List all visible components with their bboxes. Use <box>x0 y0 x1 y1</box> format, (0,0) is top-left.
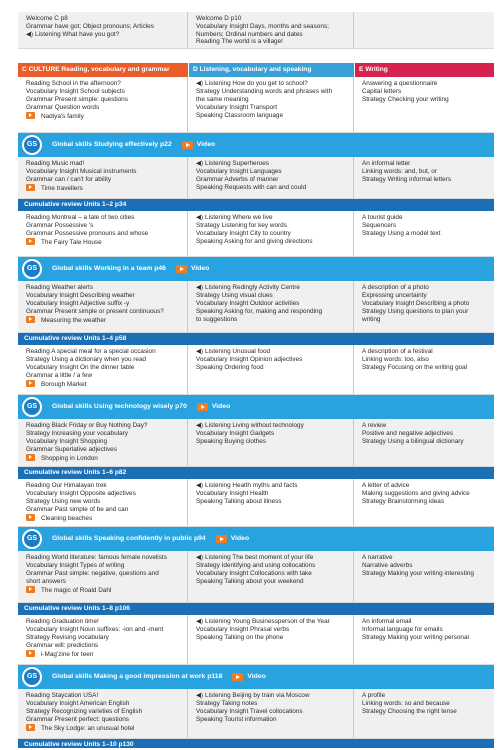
writing-title: An informal email <box>362 618 412 626</box>
spacer <box>18 49 494 63</box>
speaker-icon: ◀) <box>196 692 204 700</box>
contents-line: Vocabulary Insight Health <box>196 490 269 498</box>
culture-cell <box>18 157 188 198</box>
speaker-icon: ◀) <box>196 160 204 168</box>
global-skills-logo-icon: GS <box>22 529 42 549</box>
video-text: Video <box>230 535 250 543</box>
unit-row <box>18 281 494 333</box>
contents-line: Speaking Requests with can and could <box>196 183 307 191</box>
contents-line: Narrative adverbs <box>362 562 413 570</box>
contents-line: Grammar Past simple: negative, questions and <box>26 569 159 577</box>
contents-line: Reading Graduation time! <box>26 618 99 626</box>
listening-item: ◀) Listening Unusual food <box>196 348 271 356</box>
contents-line: Expressing uncertainty <box>362 292 427 300</box>
contents-line: the same meaning <box>196 95 249 103</box>
video-icon <box>26 724 35 731</box>
contents-line: Reading Staycation USA! <box>26 692 99 700</box>
contents-line: Vocabulary Insight Shopping <box>26 437 108 445</box>
contents-line: Vocabulary Insight Describing a photo <box>362 299 470 307</box>
contents-line: Strategy Using a bilingual dictionary <box>362 437 464 445</box>
writing-cell <box>354 479 494 526</box>
speaker-icon: ◀) <box>196 214 204 222</box>
section-header-writing: E Writing <box>354 63 494 77</box>
contents-line: Informal language for emails <box>362 626 443 634</box>
welcome-d-title: Welcome D p10 <box>196 15 242 22</box>
contents-line: Linking words: and, but, or <box>362 168 437 176</box>
unit-row <box>18 615 494 665</box>
writing-cell <box>354 345 494 394</box>
unit-row <box>18 77 494 133</box>
contents-line: Vocabulary Insight City to country <box>196 229 291 237</box>
contents-line: Reading Music mad! <box>26 160 85 168</box>
contents-line: Making suggestions and giving advice <box>362 490 470 498</box>
contents-page <box>18 12 494 748</box>
writing-title: A review <box>362 422 387 430</box>
listening-cell <box>188 689 354 738</box>
contents-line: Vocabulary Insight On the dinner table <box>26 363 135 371</box>
listening-item: ◀) Listening Health myths and facts <box>196 482 298 490</box>
contents-line: Strategy Revising vocabulary <box>26 633 109 641</box>
writing-cell <box>354 281 494 332</box>
global-skills-logo-icon: GS <box>22 667 42 687</box>
video-icon <box>26 380 35 387</box>
video-label[interactable] <box>176 265 209 273</box>
culture-cell <box>18 689 188 738</box>
video-text: Video <box>190 265 210 273</box>
writing-title: A profile <box>362 692 386 700</box>
speaker-icon: ◀) <box>196 348 204 356</box>
cumulative-review-bar: Cumulative review Units 1–10 p130 <box>18 739 494 748</box>
contents-line: Speaking Asking for and giving directions <box>196 237 313 245</box>
contents-line: Vocabulary Insight Collocations with take <box>196 569 312 577</box>
listening-cell <box>188 211 354 256</box>
contents-line: Strategy Using visual clues <box>196 292 273 300</box>
speaker-icon: ◀) <box>196 482 204 490</box>
video-icon <box>216 535 227 543</box>
welcome-c-listening: ◀) Listening What have you got? <box>26 30 120 38</box>
contents-line: Vocabulary Insight Phrasal verbs <box>196 626 290 634</box>
unit-row <box>18 157 494 199</box>
contents-line: Sequencers <box>362 222 397 230</box>
cumulative-review-bar: Cumulative review Units 1–6 p82 <box>18 467 494 479</box>
listening-cell <box>188 77 354 132</box>
welcome-d-numbers: Numbers; Ordinal numbers and dates <box>196 30 303 38</box>
contents-line: Vocabulary Insight Adjective suffix -y <box>26 299 130 307</box>
welcome-d-cell <box>188 12 354 48</box>
contents-line: Strategy Using questions to plan your <box>362 307 469 315</box>
global-skills-banner <box>18 257 494 281</box>
writing-cell <box>354 419 494 466</box>
contents-line: Vocabulary Insight Gadgets <box>196 430 275 438</box>
contents-line: Strategy Using a model text <box>362 229 441 237</box>
listening-item: ◀) Listening Redingly Activity Centre <box>196 284 300 292</box>
listening-item: ◀) Listening Superheroes <box>196 160 269 168</box>
welcome-empty-cell <box>354 12 494 48</box>
cumulative-review-bar: Cumulative review Units 1–4 p58 <box>18 333 494 345</box>
writing-title: A letter of advice <box>362 482 410 490</box>
writing-cell <box>354 615 494 664</box>
culture-cell <box>18 479 188 526</box>
speaker-icon: ◀) <box>196 618 204 626</box>
listening-cell <box>188 479 354 526</box>
video-text: Video <box>247 673 266 681</box>
listening-item: ◀) Listening How do you get to school? <box>196 80 308 88</box>
cumulative-review-bar: Cumulative review Units 1–2 p34 <box>18 199 494 211</box>
cumulative-review-bar: Cumulative review Units 1–8 p106 <box>18 603 494 615</box>
contents-line: Reading School in the afternoon? <box>26 80 121 88</box>
contents-line: Grammar Possessive pronouns and whose <box>26 229 149 237</box>
writing-title: A description of a photo <box>362 284 429 292</box>
welcome-c-grammar: Grammar have got; Object pronouns; Articles <box>26 22 154 30</box>
writing-title: A description of a festival <box>362 348 433 356</box>
welcome-c-cell <box>18 12 188 48</box>
culture-video-item: Measuring the weather <box>26 316 183 325</box>
contents-line: Strategy Focusing on the writing goal <box>362 363 468 371</box>
video-text: Video <box>196 141 216 149</box>
speaker-icon: ◀) <box>196 284 204 292</box>
contents-line: Strategy Using new words <box>26 497 101 505</box>
contents-line: Vocabulary Insight Noun suffixes: -ion and -ment <box>26 626 164 634</box>
listening-cell <box>188 281 354 332</box>
contents-line: Speaking Talking on the phone <box>196 633 284 641</box>
listening-item: ◀) Listening Where we live <box>196 214 273 222</box>
contents-line: Grammar Adverbs of manner <box>196 175 279 183</box>
contents-line: to suggestions <box>196 315 238 323</box>
contents-line: Vocabulary Insight Types of writing <box>26 562 125 570</box>
culture-video-item: Time travellers <box>26 184 183 193</box>
culture-video-item: Nadiya's family <box>26 112 183 121</box>
welcome-c-title: Welcome C p8 <box>26 15 68 22</box>
speaker-icon: ◀) <box>196 80 204 88</box>
contents-line: Grammar Present perfect: questions <box>26 715 130 723</box>
contents-line: Vocabulary Insight Opposite adjectives <box>26 490 136 498</box>
contents-line: Vocabulary Insight Travel collocations <box>196 707 303 715</box>
video-icon <box>232 673 243 681</box>
writing-cell <box>354 211 494 256</box>
contents-line: Grammar will: predictions <box>26 641 99 649</box>
contents-line: Grammar Possessive 's <box>26 222 94 230</box>
culture-cell <box>18 551 188 602</box>
contents-line: Speaking Buying clothes <box>196 437 266 445</box>
speaker-icon: ◀) <box>196 554 204 562</box>
writing-cell <box>354 689 494 738</box>
culture-video-item: The Sky Lodge: an unusual hotel <box>26 724 183 733</box>
video-icon <box>26 650 35 657</box>
contents-line: Linking words: so and because <box>362 700 450 708</box>
writing-cell <box>354 77 494 132</box>
contents-line: Reading A special meal for a special occasion <box>26 348 156 356</box>
listening-cell <box>188 419 354 466</box>
contents-line: Speaking Talking about illness <box>196 497 282 505</box>
speaker-icon: ◀) <box>196 422 204 430</box>
speaker-icon: ◀) <box>26 30 34 38</box>
listening-cell <box>188 345 354 394</box>
unit-row <box>18 419 494 467</box>
contents-line: writing <box>362 315 381 323</box>
contents-line: Speaking Ordering food <box>196 363 264 371</box>
contents-line: Strategy Writing informal letters <box>362 175 452 183</box>
contents-rows <box>18 77 494 748</box>
contents-line: Reading Black Friday or Buy Nothing Day? <box>26 422 148 430</box>
contents-line: Strategy Recognizing varieties of English <box>26 707 143 715</box>
contents-line: Reading Our Himalayan trek <box>26 482 107 490</box>
contents-line: Speaking Classroom language <box>196 111 284 119</box>
contents-line: Strategy Checking your writing <box>362 95 449 103</box>
contents-line: Strategy Choosing the right tense <box>362 707 457 715</box>
contents-line: Linking words: too, also <box>362 356 429 364</box>
culture-cell <box>18 419 188 466</box>
contents-line: Strategy Making your writing interesting <box>362 569 474 577</box>
video-label[interactable] <box>232 673 265 681</box>
global-skills-logo-icon: GS <box>22 397 42 417</box>
unit-row <box>18 551 494 603</box>
unit-row <box>18 345 494 395</box>
writing-cell <box>354 157 494 198</box>
contents-line: Speaking Tourist information <box>196 715 277 723</box>
contents-line: Strategy Brainstorming ideas <box>362 497 445 505</box>
global-skills-logo-icon: GS <box>22 135 42 155</box>
unit-row <box>18 689 494 739</box>
section-header-row <box>18 63 494 77</box>
section-header-listening: D Listening, vocabulary and speaking <box>188 63 354 77</box>
video-icon <box>26 586 35 593</box>
global-skills-banner <box>18 665 494 689</box>
contents-line: Reading Weather alerts <box>26 284 94 292</box>
global-skills-title: Global skills Making a good impression at work p118 <box>52 673 223 681</box>
culture-video-item: The magic of Roald Dahl <box>26 586 183 595</box>
contents-line: Strategy Using a dictionary when you read <box>26 356 147 364</box>
video-icon <box>26 112 35 119</box>
contents-line: Positive and negative adjectives <box>362 430 453 438</box>
contents-line: Grammar Present simple or present continuous? <box>26 307 164 315</box>
global-skills-title: Global skills Speaking confidently in public p94 <box>52 535 206 543</box>
contents-line: Strategy Making your writing personal <box>362 633 469 641</box>
contents-line: short answers <box>26 577 66 585</box>
culture-cell <box>18 211 188 256</box>
writing-title: An informal letter <box>362 160 411 168</box>
contents-line: Grammar Question words <box>26 103 100 111</box>
writing-cell <box>354 551 494 602</box>
contents-line: Grammar can / can't for ability <box>26 175 112 183</box>
contents-line: Vocabulary Insight Transport <box>196 103 277 111</box>
contents-line: Speaking Asking for, making and responding <box>196 307 323 315</box>
video-text: Video <box>211 403 231 411</box>
listening-item: ◀) Listening Living without technology <box>196 422 304 430</box>
writing-title: A narrative <box>362 554 393 562</box>
global-skills-logo-icon: GS <box>22 259 42 279</box>
contents-line: Vocabulary Insight Languages <box>196 168 282 176</box>
video-icon <box>182 141 193 149</box>
culture-video-item: The Fairy Tale House <box>26 238 183 247</box>
culture-cell <box>18 77 188 132</box>
unit-row <box>18 211 494 257</box>
section-header-culture: C CULTURE Reading, vocabulary and grammar <box>18 63 188 77</box>
contents-line: Grammar Present simple: questions <box>26 95 128 103</box>
global-skills-banner <box>18 395 494 419</box>
contents-line: Strategy Identifying and using collocations <box>196 562 316 570</box>
contents-line: Grammar Past simple of be and can <box>26 505 129 513</box>
culture-video-item: Shopping in London <box>26 454 183 463</box>
contents-line: Grammar a little / a few <box>26 371 93 379</box>
culture-video-item: Borough Market <box>26 380 183 389</box>
contents-line: Speaking Talking about your weekend <box>196 577 304 585</box>
global-skills-banner <box>18 133 494 157</box>
contents-line: Capital letters <box>362 88 402 96</box>
video-icon <box>26 238 35 245</box>
contents-line: Vocabulary Insight Musical instruments <box>26 168 137 176</box>
video-label[interactable] <box>182 141 215 149</box>
culture-cell <box>18 281 188 332</box>
video-label[interactable] <box>216 535 249 543</box>
contents-line: Strategy Understanding words and phrases with <box>196 88 333 96</box>
global-skills-title: Global skills Working in a team p46 <box>52 265 166 273</box>
listening-item: ◀) Listening Young Businessperson of the Year <box>196 618 330 626</box>
video-label[interactable] <box>197 403 230 411</box>
contents-line: Reading World literature: famous female novelists <box>26 554 167 562</box>
contents-line: Grammar Superlative adjectives <box>26 445 117 453</box>
listening-cell <box>188 157 354 198</box>
video-icon <box>176 265 187 273</box>
writing-title: A tourist guide <box>362 214 403 222</box>
welcome-d-reading: Reading The world is a village! <box>196 38 283 46</box>
culture-cell <box>18 345 188 394</box>
video-icon <box>26 454 35 461</box>
welcome-d-vocab: Vocabulary Insight Days, months and seasons; <box>196 22 329 30</box>
contents-line: Vocabulary Insight Describing weather <box>26 292 135 300</box>
listening-item: ◀) Listening Beijing by train via Moscow <box>196 692 310 700</box>
video-icon <box>26 184 35 191</box>
unit-row <box>18 479 494 527</box>
global-skills-banner <box>18 527 494 551</box>
contents-line: Vocabulary Insight American English <box>26 700 130 708</box>
video-icon <box>26 316 35 323</box>
contents-line: Vocabulary Insight Outdoor activities <box>196 299 300 307</box>
listening-item: ◀) Listening The best moment of your life <box>196 554 314 562</box>
contents-line: Strategy Taking notes <box>196 700 258 708</box>
global-skills-title: Global skills Using technology wisely p70 <box>52 403 187 411</box>
contents-line: Strategy Increasing your vocabulary <box>26 430 128 438</box>
listening-cell <box>188 551 354 602</box>
contents-line: Vocabulary Insight Opinion adjectives <box>196 356 303 364</box>
video-icon <box>197 403 208 411</box>
welcome-row <box>18 12 494 49</box>
writing-title: Answering a questionnaire <box>362 80 438 88</box>
contents-line: Vocabulary Insight School subjects <box>26 88 125 96</box>
video-icon <box>26 514 35 521</box>
global-skills-title: Global skills Studying effectively p22 <box>52 141 172 149</box>
contents-line: Strategy Listening for key words <box>196 222 287 230</box>
culture-cell <box>18 615 188 664</box>
culture-video-item: Cleaning beaches <box>26 514 183 523</box>
contents-line: Reading Montreal – a tale of two cities <box>26 214 135 222</box>
listening-cell <box>188 615 354 664</box>
culture-video-item: i-Mag'zine for teen <box>26 650 183 659</box>
